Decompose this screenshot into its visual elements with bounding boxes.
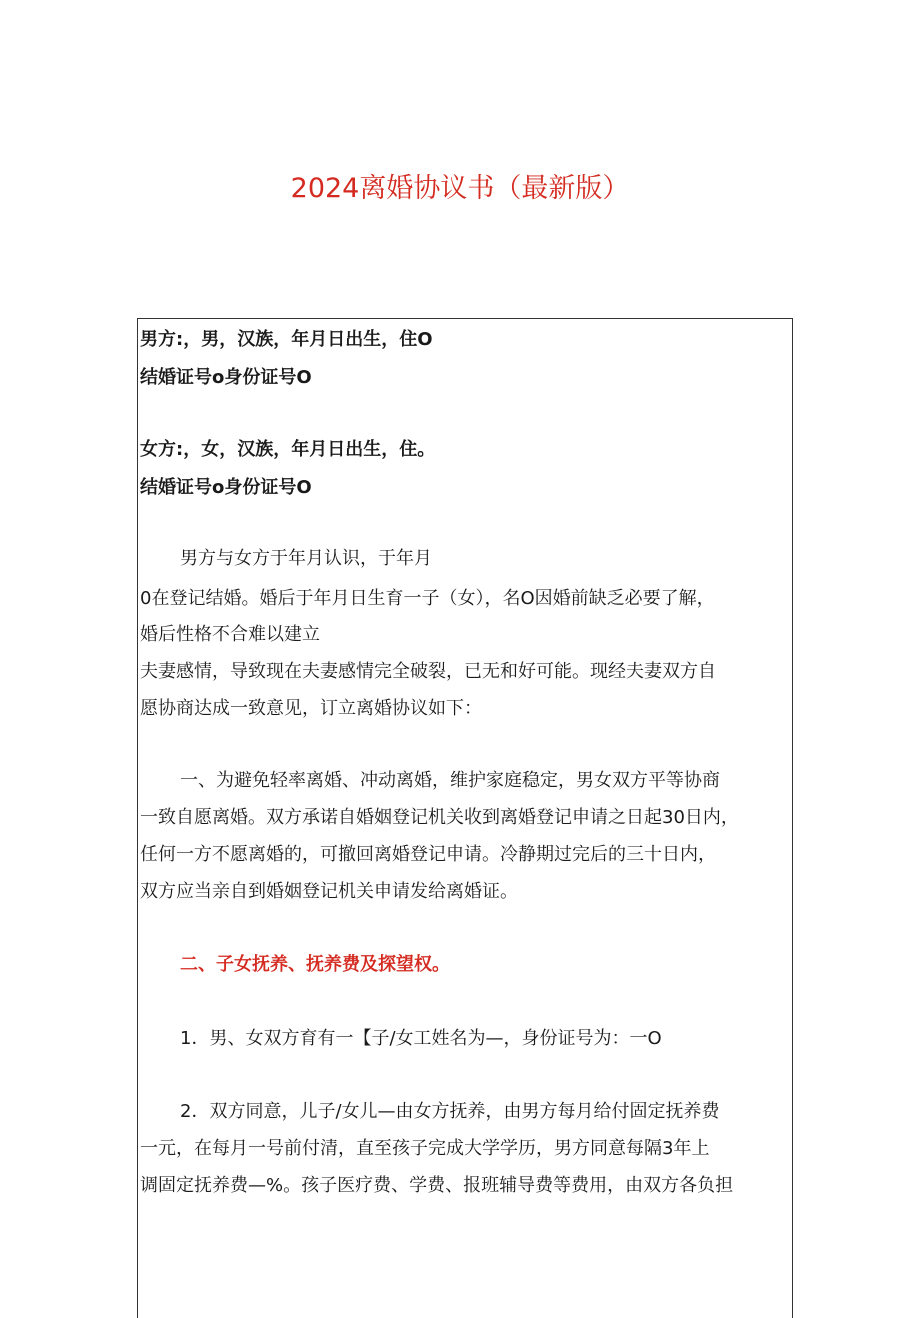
male-cert-line: 结婚证号o身份证号O <box>140 367 312 388</box>
section2-item2-line: 调固定抚养费—%。孩子医疗费、学费、报班辅导费等费用，由双方各负担 <box>140 1175 734 1196</box>
intro-line: 男方与女方于年月认识，于年月 <box>180 548 432 569</box>
intro-line: 0在登记结婚。婚后于年月日生育一子（女），名O因婚前缺乏必要了解， <box>140 588 715 609</box>
intro-line: 愿协商达成一致意见，订立离婚协议如下： <box>140 698 482 719</box>
section2-item2-line: 一元，在每月一号前付清，直至孩子完成大学学历，男方同意每隔3年上 <box>140 1138 710 1159</box>
section2-item2-line: 2．双方同意，儿子/女儿—由女方抚养，由男方每月给付固定抚养费 <box>180 1101 720 1122</box>
section2-item1: 1．男、女双方育有一【子/女工姓名为—，身份证号为：一O <box>180 1028 662 1049</box>
section1-line: 双方应当亲自到婚姻登记机关申请发给离婚证。 <box>140 881 518 902</box>
document-title: 2024离婚协议书（最新版） <box>290 173 630 204</box>
intro-line: 夫妻感情，导致现在夫妻感情完全破裂，已无和好可能。现经夫妻双方自 <box>140 661 716 682</box>
female-cert-line: 结婚证号o身份证号O <box>140 477 312 498</box>
section2-heading: 二、子女抚养、抚养费及探望权。 <box>180 954 450 975</box>
male-party-line: 男方:，男，汉族，年月日出生，住O <box>140 329 433 350</box>
section1-line: 任何一方不愿离婚的，可撤回离婚登记申请。冷静期过完后的三十日内， <box>140 844 716 865</box>
female-party-line: 女方:，女，汉族，年月日出生，住。 <box>140 439 436 460</box>
intro-line: 婚后性格不合难以建立 <box>140 624 320 645</box>
section1-line: 一、为避免轻率离婚、冲动离婚，维护家庭稳定，男女双方平等协商 <box>180 770 720 791</box>
section1-line: 一致自愿离婚。双方承诺自婚姻登记机关收到离婚登记申请之日起30日内， <box>140 807 739 828</box>
